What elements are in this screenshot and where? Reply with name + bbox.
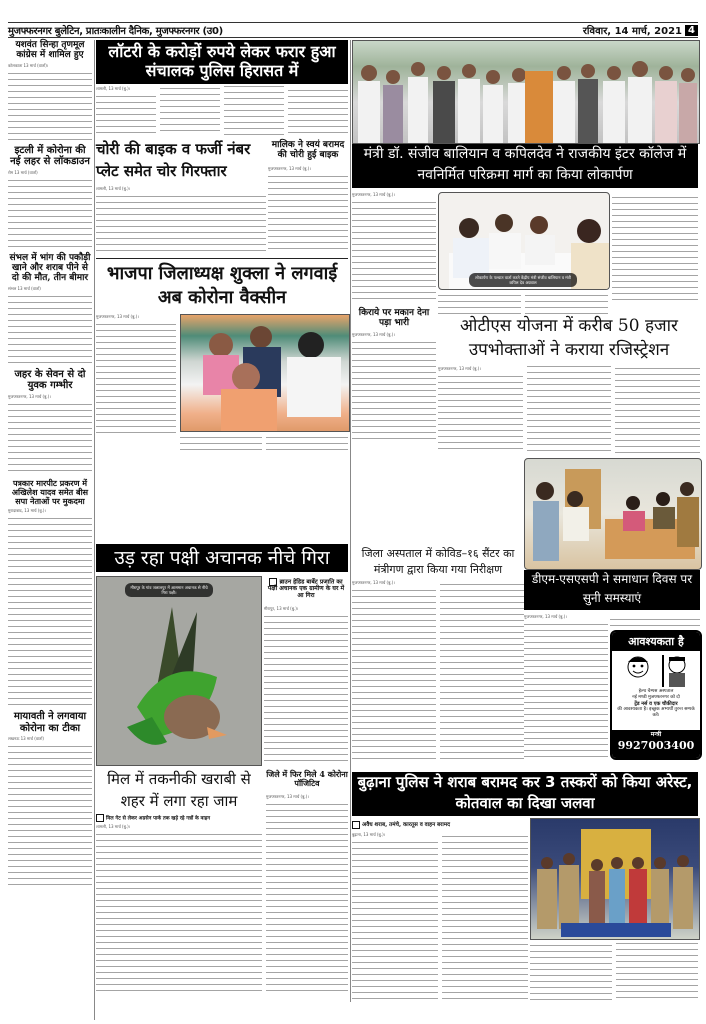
column-divider [94,40,95,1020]
page-number: 4 [685,25,698,36]
article-body-ots [438,366,700,454]
advert-line-4: की आवश्यकता है। इच्छुक अभ्यर्थी तुरन्त सम्पर्क करें। [617,707,695,718]
article-body-bjp-vaccine [96,314,176,434]
dateline: मुजफ्फरनगर, 13 मार्च (बु.)। [352,192,395,197]
police-photo-figures [531,819,699,939]
dateline: रोम 13 मार्च (वार्ता) [8,169,38,175]
article-body-dm-ssp-cont [610,614,700,626]
subhead-bird [264,578,348,600]
dm-ssp-photo-figures [525,459,701,569]
advert-contact-label: मन्त्री [650,731,662,738]
dateline: मुजफ्फरनगर, 13 मार्च (बु.)। [438,366,481,371]
subhead-bird-text: ब्राउन हेडिड बार्बेट प्रजाति का पक्षी अचानक एक ग्रामीण के घर में आ गिरा [267,578,345,600]
headline-district-hospital: जिला अस्पताल में कोविड–१६ सैंटर का मंत्रीगण द्वारा किया गया निरीक्षण [361,547,515,576]
subhead-budhana-text: अवैध शराब, तमंचे, कारतूस व वाहन बरामद [362,822,451,828]
advert-line-2: नई मण्डी मुजफ्फरनगर को दो [632,695,680,700]
dm-ssp-photo [524,458,702,570]
article-body-bird [264,606,348,764]
bird-photo-caption: मीरापुर के गांव जलालपुर में आसमान अचानक से नीचे गिरा पक्षी। [125,583,213,597]
masthead-date-block [583,23,698,37]
advert-phone-number[interactable]: 9927003400 [617,739,695,752]
subhead-budhana [352,820,528,829]
balyan-group-photo [352,40,700,144]
subhead-mill-text: मिल गेट से लेकर अग्रसेन पार्क तक खड़े रहे गन्नों के वाहन [106,815,211,822]
headline-balyan: मंत्री डॉ. संजीव बालियान व कपिलदेव ने राजकीय इंटर कॉलेज में नवनिर्मित परिक्रमा मार्ग का किया लोकार्पण [352,144,698,188]
nurse-icon [623,653,653,687]
headline-yashwant: यशवंत सिन्हा तृणमूल कांग्रेस में शामिल हुए [15,40,85,61]
article-body-yashwant [8,63,92,141]
headline-bjp-vaccine: भाजपा जिलाध्यक्ष शुक्ला ने लगवाई अब कोरोना वैक्सीन [106,263,338,308]
dateline: मुरादाबाद, 13 मार्च (बु.)। [8,508,47,514]
headline-sambhal: संभल में भांग की पकौड़ी खाने और शराब पीने से दो की मौत, तीन बीमार [9,252,91,284]
headline-journalist: पत्रकार मारपीट प्रकरण में अखिलेश यादव समेत बीस सपा नेताओं पर मुकदमा [11,477,89,507]
headline-lottery: लॉटरी के करोड़ों रुपये लेकर फरार हुआ संचालक पुलिस हिरासत में [96,40,348,84]
advert-illustration [612,651,700,689]
dateline: मुजफ्फरनगर, 13 मार्च (बु.)। [352,332,395,337]
dateline: शामली, 13 मार्च (बु.)। [96,186,131,191]
article-body-mill [96,824,262,992]
dateline: शामली, 13 मार्च (बु.)। [96,824,131,829]
article-body-budhana-cont [530,940,698,1002]
balyan-meeting-photo [438,192,610,290]
bird-illustration [97,577,261,765]
article-body-balyan-cont [612,192,698,302]
article-body-balyan [352,192,436,302]
dateline: बुढ़ाना, 13 मार्च (बु.)। [352,832,386,837]
article-body-dm-ssp [524,614,608,760]
watchman-icon [659,653,689,687]
article-body-balyan-bottom [438,290,608,314]
dateline: संभल 13 मार्च (वार्ता) [8,285,41,291]
article-body-sambhal [8,286,92,366]
advert-box [610,630,702,760]
article-body-poison [8,394,92,476]
balyan-photo-caption: लोकार्पण के पश्चात वार्ता करते केंद्रीय मंत्री संजीव बालियान व मंत्री कपिल देव अग्रवाल [469,273,577,287]
headline-ots: ओटीएस योजना में करीब 50 हजार उपभोक्ताओं ने कराया रजिस्ट्रेशन [460,316,678,360]
headline-mill: मिल में तकनीकी खराबी से शहर में लगा रहा जाम [107,770,251,810]
group-photo-figures [353,41,699,143]
dateline: मुजफ्फरनगर, 13 मार्च (बु.)। [268,166,311,171]
article-body-lottery [96,86,348,136]
headline-rent-house: किराये पर मकान देना पड़ा भारी [358,308,430,329]
article-body-mayawati [8,736,92,886]
bullet-icon [96,814,104,822]
article-body-bike-theft [96,186,266,254]
issue-date: रविवार, 14 मार्च, 2021 [582,26,683,37]
advert-line-3: ट्रेंड नर्स व एक चौकीदार [634,701,678,707]
headline-dm-ssp: डीएम-एसएसपी ने समाधान दिवस पर सुनी समस्याएं [524,570,700,610]
masthead [8,22,698,38]
bird-photo [96,576,262,766]
dateline: मीरापुर, 13 मार्च (बु.)। [264,606,299,611]
section-divider [96,258,348,259]
advert-title: आवश्यकता है [612,632,700,651]
vaccine-photo-figures [181,315,349,431]
dateline: मुजफ्फरनगर, 13 मार्च (बु.)। [96,314,139,319]
advert-line-1: हेल्थ चैम्पस अस्पताल [638,689,674,694]
column-divider [350,40,351,1002]
dateline: मुजफ्फरनगर, 13 मार्च (बु.)। [266,794,309,799]
headline-covid-positive: जिले में फिर मिले 4 कोरोना पॉजिटिव [266,769,348,789]
headline-bike-theft: चोरी की बाइक व फर्जी नंबर प्लेट समेत चोर गिरफ्तार [96,140,251,180]
headline-owner-recovered: मालिक ने स्वयं बरामद की चोरी हुई बाइक [271,140,345,161]
dateline: शामली, 13 मार्च (बु.)। [96,86,131,91]
article-body-owner-recovered [268,166,348,254]
dateline: मुजफ्फरनगर, 13 मार्च (बु.)। [8,393,51,399]
article-body-district-hospital [352,580,524,760]
publication-name: मुजफ्फरनगर बुलेटिन, प्रातःकालीन दैनिक, मुजफ्फरनगर (उ0) [8,26,223,37]
article-body-bjp-vaccine-cont [180,432,348,452]
article-body-covid-positive [266,794,348,994]
article-body-italy [8,170,92,250]
article-body-rent-house [352,332,436,442]
vaccine-photo [180,314,350,432]
headline-bird: उड़ रहा पक्षी अचानक नीचे गिरा [96,544,348,572]
headline-italy: इटली में कोरोना की नई लहर से लॉकडाउन [10,144,90,168]
headline-budhana: बुढ़ाना पुलिस ने शराब बरामद कर 3 तस्करों को किया अरेस्ट, कोतवाल का दिखा जलवा [352,772,698,816]
headline-poison: जहर के सेवन से दो युवक गम्भीर [14,368,86,392]
dateline: मुजफ्फरनगर, 13 मार्च (बु.)। [352,580,395,585]
subhead-mill [96,814,262,822]
dateline: लखनऊ 13 मार्च (वार्ता) [8,736,44,742]
left-column [8,40,92,1020]
advert-contact [612,730,700,758]
article-body-journalist [8,508,92,708]
budhana-police-photo [530,818,700,940]
dateline: मुजफ्फरनगर, 13 मार्च (बु.)। [524,614,567,619]
advert-text [612,689,700,719]
article-body-budhana [352,832,528,1000]
bullet-icon [352,821,360,829]
headline-mayawati: मायावती ने लगवाया कोरोना का टीका [13,711,87,734]
dateline: कोलकाता 13 मार्च (वार्ता)। [8,62,49,68]
